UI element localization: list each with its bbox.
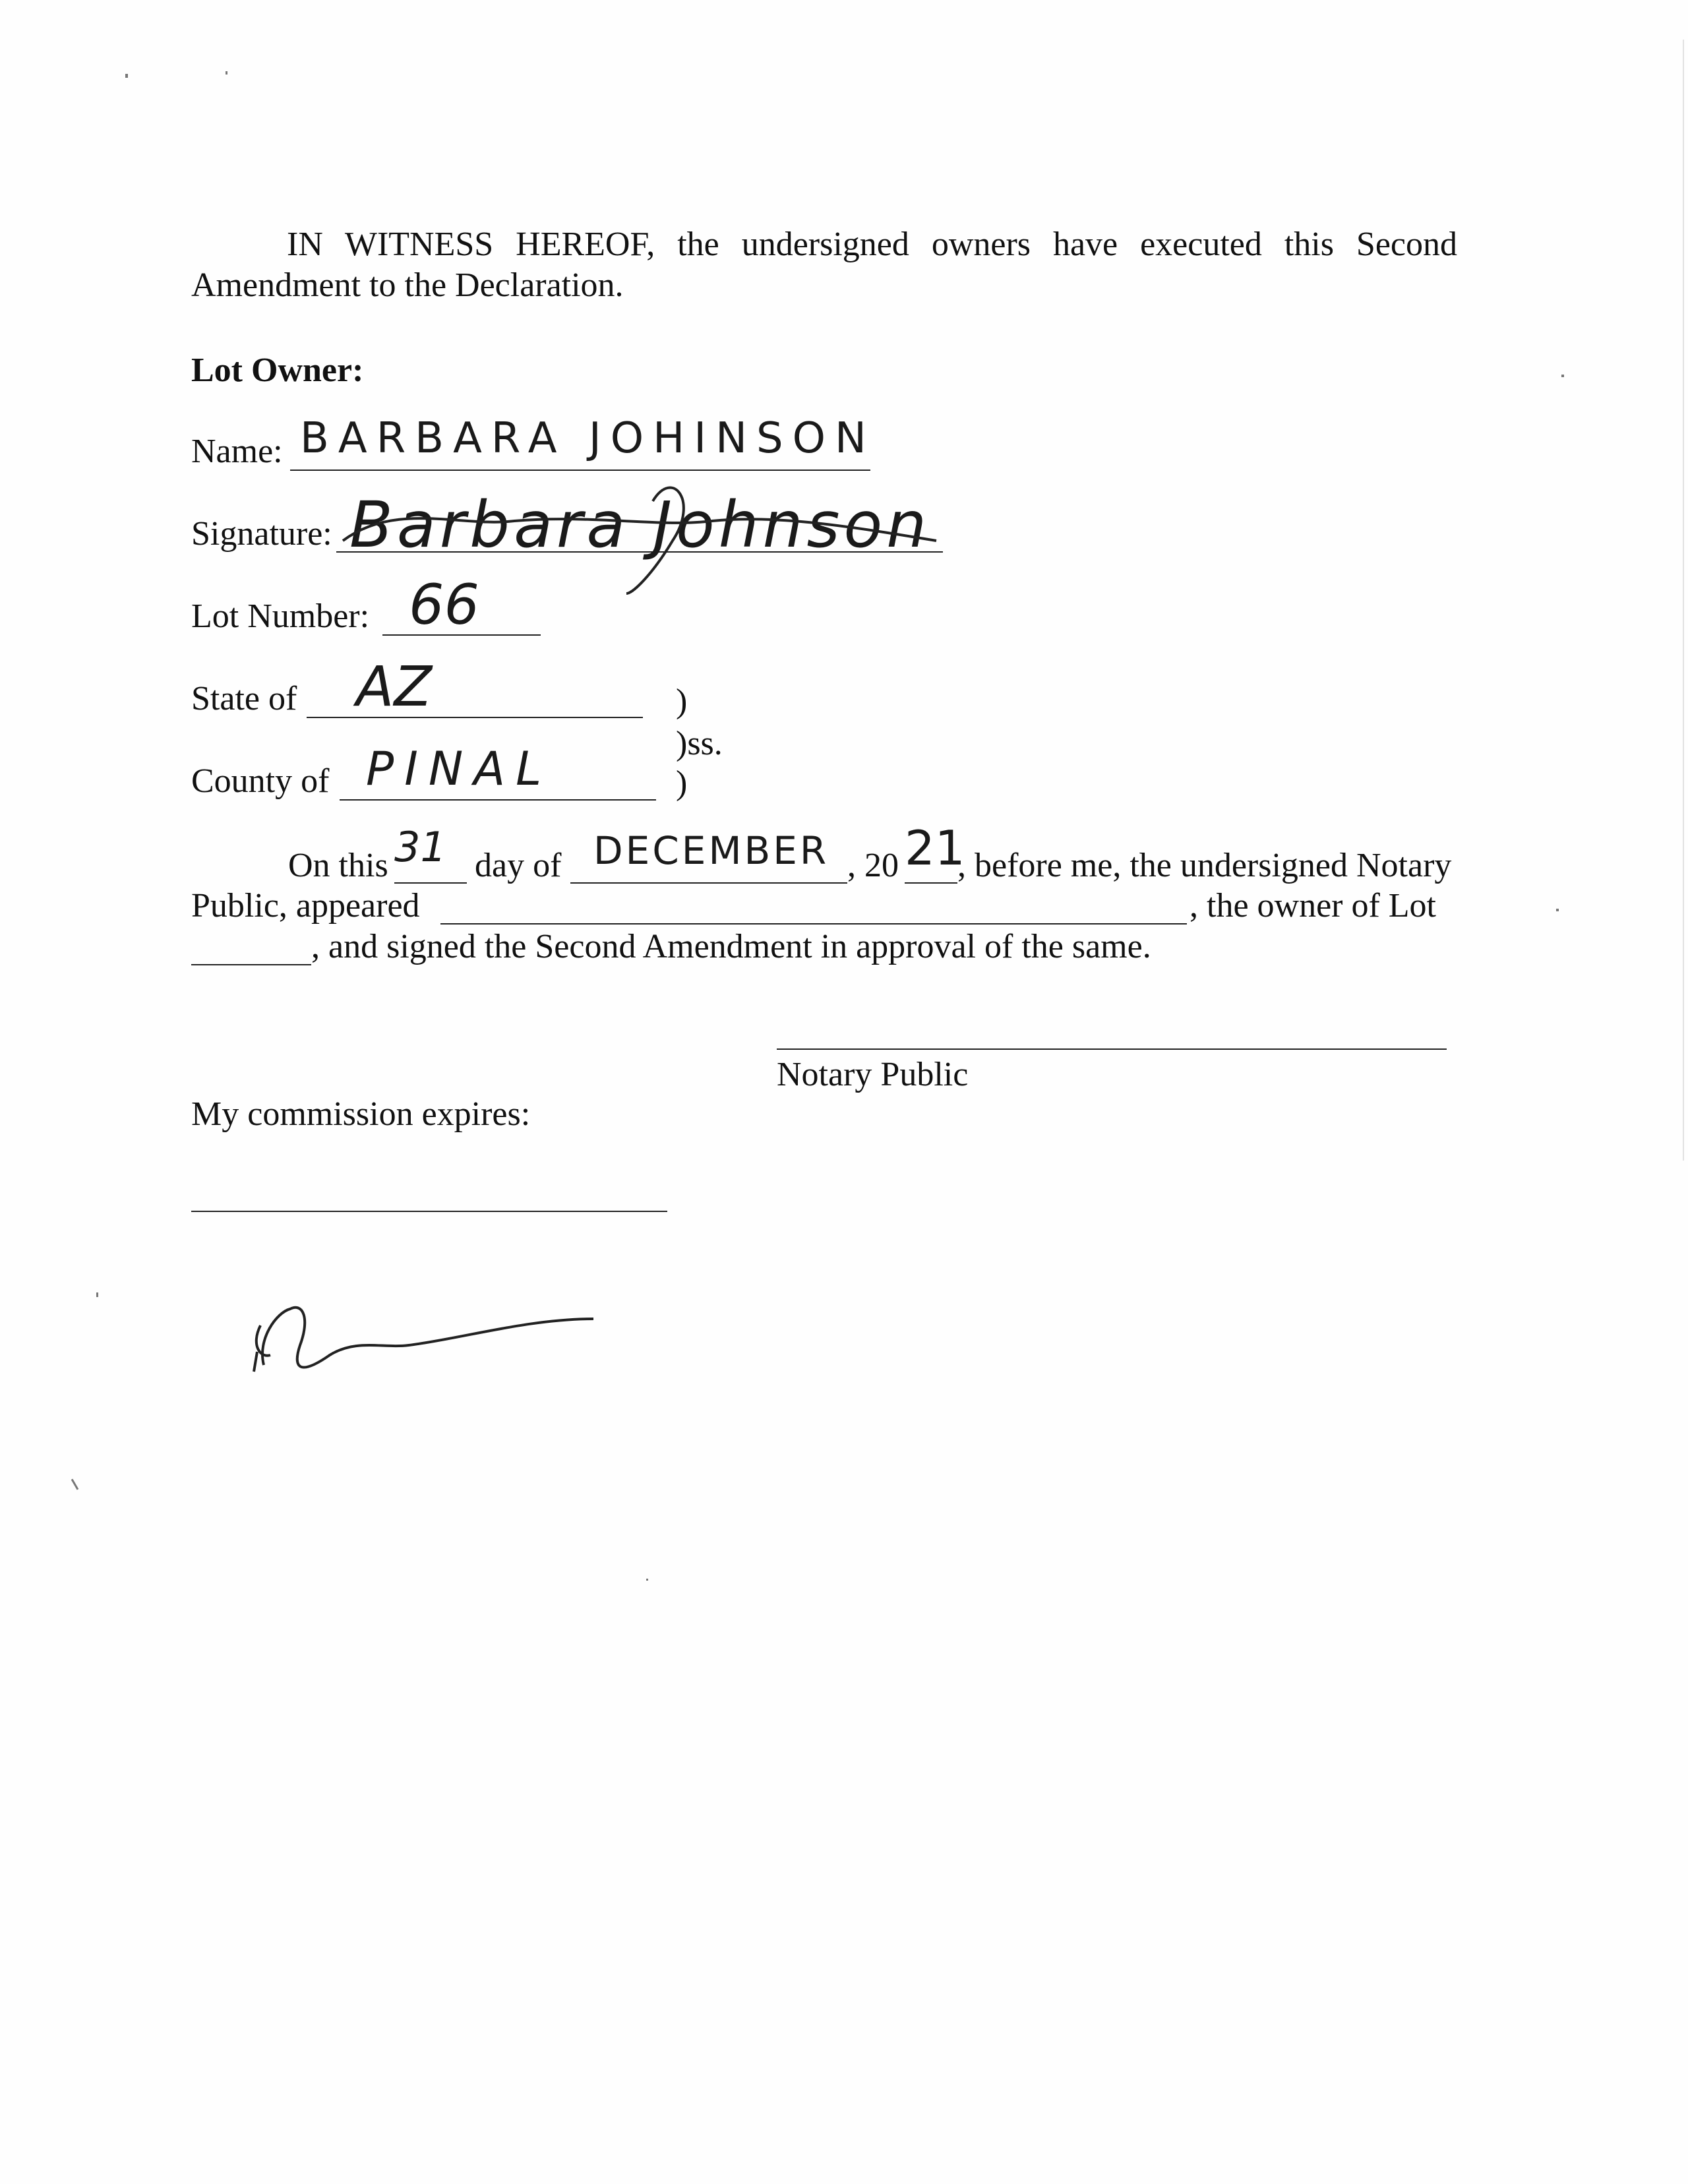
notary-public-label: Notary Public [777, 1056, 969, 1093]
lot-owner-heading: Lot Owner: [191, 351, 364, 389]
public-appeared-text: Public, appeared [191, 887, 420, 925]
signature-flourish [343, 518, 936, 541]
lot-number-value: 66 [409, 572, 479, 637]
scan-edge [1683, 40, 1684, 1161]
ss-label: )ss. [676, 725, 723, 762]
scan-speck [96, 1292, 98, 1297]
ss-paren-top: ) [676, 682, 688, 720]
day-value: 31 [394, 823, 446, 871]
signed-text: , and signed the Second Amendment in approval of the same. [311, 928, 1151, 965]
commission-expires-label: My commission expires: [191, 1095, 531, 1133]
scan-speck [226, 71, 227, 75]
on-this-label: On this [288, 847, 388, 884]
year-value: 21 [905, 820, 965, 876]
name-value: BARBARA JOHINSON [300, 414, 876, 463]
owner-of-lot-text: , the owner of Lot [1190, 887, 1437, 925]
state-value: AZ [356, 654, 433, 719]
year-prefix: , 20 [847, 847, 899, 884]
name-label: Name: [191, 433, 283, 470]
before-me-text: , before me, the undersigned Notary [957, 847, 1452, 884]
scan-speck [125, 74, 128, 78]
scan-speck [1561, 375, 1564, 377]
scan-speck [1556, 909, 1559, 911]
notary-initials-mark [262, 1308, 593, 1368]
ss-paren-bottom: ) [676, 764, 688, 802]
month-value: DECEMBER [593, 828, 829, 873]
county-label: County of [191, 762, 330, 800]
state-label: State of [191, 680, 297, 717]
signature-label: Signature: [191, 515, 332, 553]
signature-loop [626, 488, 684, 593]
lot-number-label: Lot Number: [191, 597, 370, 635]
day-of-label: day of [475, 847, 562, 884]
witness-paragraph: IN WITNESS HEREOF, the undersigned owners have executed this Second Amendment to the Declaration. [191, 226, 1457, 304]
signature-value: Barbara Johnson [349, 488, 931, 562]
scan-speck [646, 1579, 648, 1581]
county-value: PINAL [366, 742, 553, 796]
